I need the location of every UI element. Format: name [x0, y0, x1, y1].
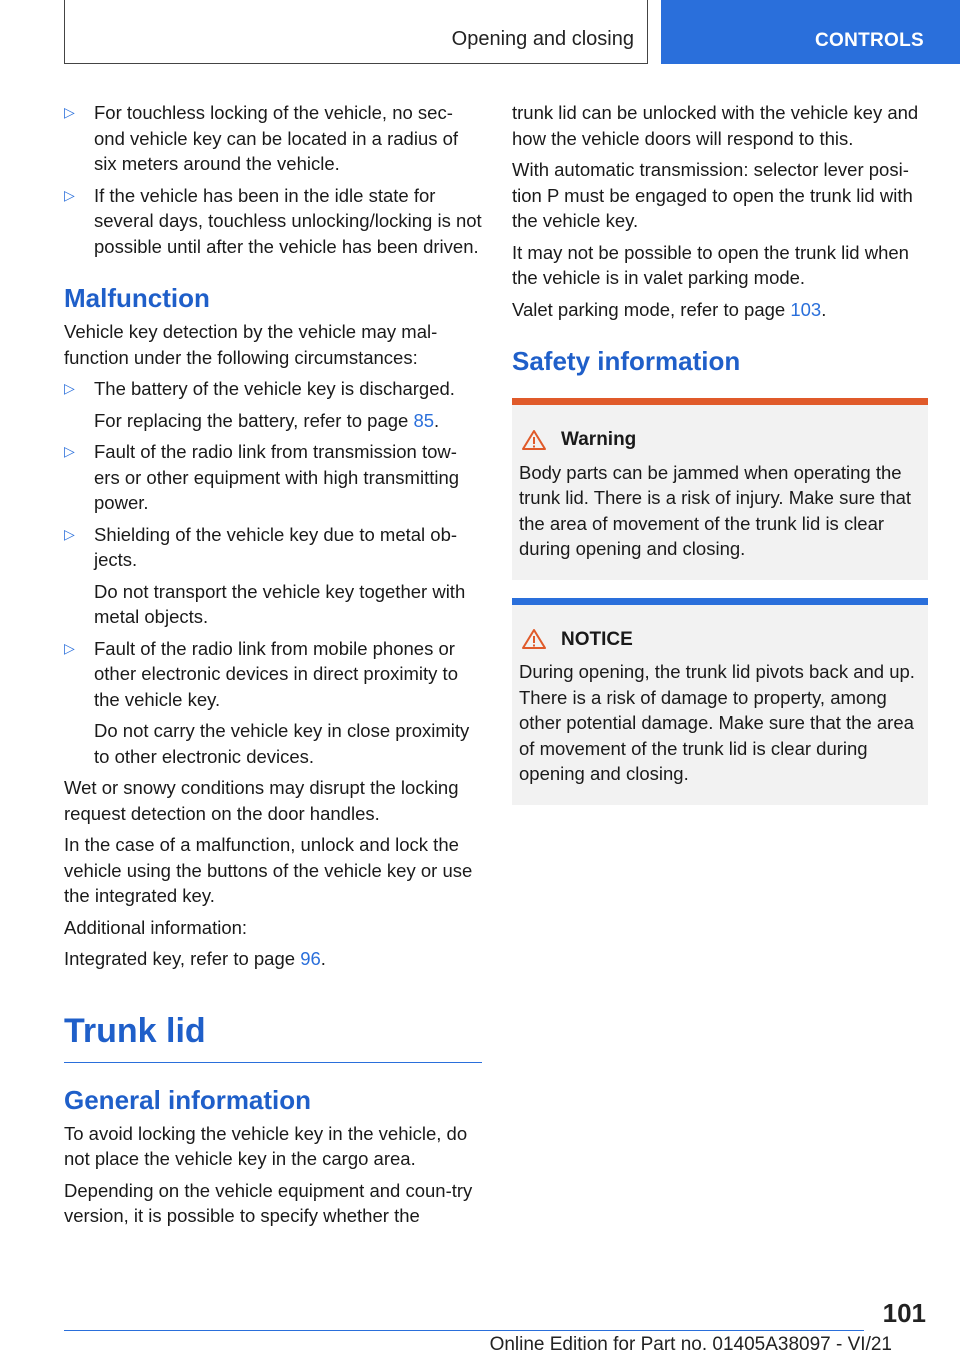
paragraph: It may not be possible to open the trunk lid when the vehicle is in valet parking mode. — [512, 241, 909, 288]
paragraph: In the case of a malfunction, unlock and lock the vehicle using the buttons of the vehicle key or use the integrated key. — [64, 834, 473, 906]
bullet-text: The battery of the vehicle key is discharged. — [94, 378, 455, 399]
bullet-text: Shielding of the vehicle key due to metal ob-jects. — [94, 523, 458, 570]
triangle-bullet-icon: ▷ — [64, 443, 75, 459]
paragraph: Wet or snowy conditions may disrupt the locking request detection on the door handles. — [64, 777, 459, 824]
notice-title: NOTICE — [561, 628, 633, 650]
bullet-text: If the vehicle has been in the idle state for several days, touchless unlocking/locking is not possible until after the vehicle has been driven. — [94, 184, 482, 257]
page-link-96[interactable]: 96 — [300, 948, 321, 969]
list-item — [64, 439, 482, 516]
triangle-bullet-icon: ▷ — [64, 104, 75, 120]
section-title: Opening and closing — [451, 28, 634, 50]
bullet-text: Fault of the radio link from mobile phones or other electronic devices in direct proximity to the vehicle key. — [94, 637, 458, 710]
warning-body: Body parts can be jammed when operating the trunk lid. There is a risk of injury. Make sure that the area of movement of the trunk lid is clear during opening and closing. — [519, 461, 912, 559]
triangle-bullet-icon: ▷ — [64, 186, 75, 203]
list-item — [64, 183, 482, 260]
reference-text: Valet parking mode, refer to page — [512, 298, 791, 320]
warning-triangle-icon — [521, 429, 547, 451]
list-item — [64, 376, 482, 433]
triangle-bullet-icon: ▷ — [64, 380, 75, 396]
safety-information-heading: Safety information — [512, 346, 741, 376]
right-column — [512, 100, 928, 817]
paragraph: With automatic transmission: selector lever posi-tion P must be engaged to open the trunk lid with the vehicle key. — [512, 159, 913, 231]
warning-title: Warning — [561, 429, 637, 450]
footer-divider — [64, 1330, 864, 1331]
list-item — [64, 636, 482, 770]
trunk-lid-heading: Trunk lid — [64, 1008, 482, 1063]
left-column — [64, 100, 482, 1235]
paragraph: Depending on the vehicle equipment and coun-try version, it is possible to specify whether the — [64, 1179, 473, 1226]
chapter-tab-label: CONTROLS — [815, 30, 925, 51]
bullet-reference: For replacing the battery, refer to page 85. — [94, 409, 440, 431]
page-number: 101 — [882, 1298, 926, 1328]
list-item — [64, 522, 482, 630]
reference-text: For replacing the battery, refer to page — [94, 409, 414, 431]
bullet-text: For touchless locking of the vehicle, no sec-ond vehicle key can be located in a radius of six meters around the vehicle. — [94, 102, 459, 174]
notice-triangle-icon — [521, 628, 547, 650]
reference-paragraph: Integrated key, refer to page 96. — [64, 948, 326, 969]
warning-box — [512, 398, 928, 580]
reference-paragraph: Valet parking mode, refer to page 103. — [512, 298, 827, 320]
bullet-subtext: Do not carry the vehicle key in close proximity to other electronic devices. — [94, 720, 470, 767]
paragraph: To avoid locking the vehicle key in the vehicle, do not place the vehicle key in the cargo area. — [64, 1122, 468, 1169]
malfunction-heading: Malfunction — [64, 283, 210, 313]
notice-header — [519, 627, 922, 653]
chapter-tab — [661, 0, 960, 64]
page-link-103[interactable]: 103 — [790, 298, 822, 320]
general-information-heading: General information — [64, 1084, 312, 1115]
paragraph: trunk lid can be unlocked with the vehicle key and how the vehicle doors will respond to this. — [512, 102, 919, 149]
footer-edition: Online Edition for Part no. 01405A38097 - VI/21 — [489, 1334, 892, 1355]
bullet-subtext: Do not transport the vehicle key together with metal objects. — [94, 580, 466, 627]
paragraph: Additional information: — [64, 916, 248, 938]
triangle-bullet-icon: ▷ — [64, 639, 75, 656]
notice-box — [512, 598, 928, 805]
notice-body: During opening, the trunk lid pivots back and up. There is a risk of damage to property, among other potential damage. Make sure that the area of movement of the trunk lid is clear during opening and closing. — [519, 661, 915, 784]
list-item — [64, 100, 482, 177]
bullet-text: Fault of the radio link from transmission tow-ers or other equipment with high transmitting power. — [94, 441, 460, 513]
malfunction-intro: Vehicle key detection by the vehicle may mal-function under the following circumstances: — [64, 321, 438, 368]
warning-header — [519, 427, 922, 453]
page-link-85[interactable]: 85 — [413, 409, 435, 431]
reference-text: Integrated key, refer to page — [64, 948, 301, 969]
triangle-bullet-icon: ▷ — [64, 525, 75, 542]
